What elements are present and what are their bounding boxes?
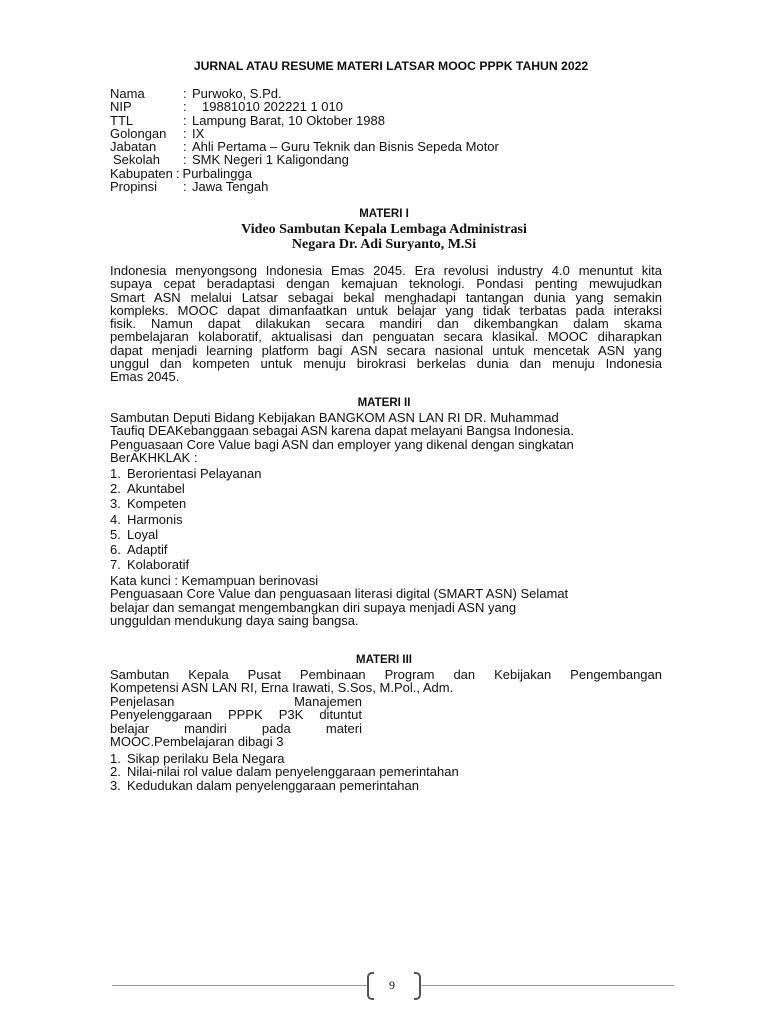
left-bracket-icon [367, 972, 374, 1000]
identity-block [110, 87, 670, 193]
word: Penyelenggaraan [110, 707, 212, 723]
paragraph-line: Kompetensi ASN LAN RI, Erna Irawati, S.Sos, M.Pol., Adm. [110, 680, 454, 696]
paragraph-line: Smart ASN melalui Latsar sebagai bekal menghadapi tantangan dunia yang semakin [110, 289, 662, 305]
list-item [110, 513, 662, 528]
paragraph-line: ungguldan mendukung daya saing bangsa. [110, 612, 359, 628]
materi-2-intro [110, 411, 662, 464]
paragraph-line: Sambutan Deputi Bidang Kebijakan BANGKOM ASN LAN RI DR. Muhammad [110, 410, 559, 425]
identity-separator: : [183, 179, 187, 195]
identity-row-nama [110, 87, 670, 100]
list-number: 2. [110, 481, 121, 497]
footer-rule-right [420, 985, 674, 986]
word: PPPK [227, 707, 263, 723]
list-number: 2. [110, 764, 121, 780]
identity-separator: : [175, 165, 180, 181]
identity-row-ttl [110, 114, 670, 127]
identity-row-kabupaten [110, 167, 670, 180]
list-number: 6. [110, 541, 121, 557]
paragraph-line: unggul dan kompeten untuk menuju birokrasi berkelas dunia dan menuju Indonesia [110, 356, 662, 372]
paragraph-line: belajar dan semangat mengembangkan diri supaya menjadi ASN yang [110, 599, 517, 615]
paragraph-line: Kata kunci : Kemampuan berinovasi [110, 573, 319, 588]
materi-3-intro [110, 668, 662, 695]
materi-1-heading: MATERI I [359, 208, 409, 220]
identity-row-jabatan [110, 140, 670, 153]
list-text: Kompeten [127, 496, 187, 512]
paragraph-line: kompleks. MOOC dapat dimanfaatkan untuk belajar yang tidak terbatas pada interaksi [110, 302, 662, 318]
list-item [110, 482, 662, 497]
list-number: 1. [110, 466, 121, 481]
word: Penjelasan [110, 694, 175, 709]
list-number: 4. [110, 511, 121, 527]
identity-separator: : [183, 125, 187, 141]
identity-value: IX [192, 125, 205, 141]
identity-row-sekolah [110, 153, 670, 166]
identity-value: Jawa Tengah [192, 179, 269, 195]
list-text: Akuntabel [127, 481, 185, 497]
materi-2-heading: MATERI II [357, 397, 411, 409]
materi-2-closing [110, 574, 662, 627]
identity-separator: : [183, 112, 187, 128]
identity-key: NIP [110, 99, 132, 115]
paragraph-line: supaya cepat beradaptasi dengan kemajuan teknologi. Pondasi penting mewujudkan [110, 276, 662, 292]
word: Manajemen [294, 694, 362, 709]
list-item [110, 752, 662, 765]
list-item [110, 558, 662, 573]
word: pada [261, 720, 291, 736]
identity-value: Purwoko, S.Pd. [192, 86, 282, 101]
identity-key: Nama [110, 86, 145, 101]
identity-separator: : [183, 86, 187, 101]
identity-key: TTL [110, 112, 134, 128]
list-text: Adaptif [127, 541, 168, 557]
core-value-list [110, 467, 662, 573]
identity-separator: : [183, 152, 187, 168]
list-number: 1. [110, 751, 121, 766]
list-item [110, 779, 662, 792]
paragraph-line: BerAKHKLAK : [110, 449, 198, 465]
right-bracket-icon [414, 972, 421, 1000]
list-number: 3. [110, 496, 121, 512]
list-text: Berorientasi Pelayanan [127, 466, 262, 481]
identity-key: Propinsi [110, 179, 157, 195]
list-item [110, 528, 662, 543]
identity-key: Jabatan [110, 139, 157, 155]
materi-1-subtitle-line-2: Negara Dr. Adi Suryanto, M.Si [291, 237, 477, 252]
paragraph-line: Indonesia menyongsong Indonesia Emas 2045. Era revolusi industry 4.0 menuntut kita [110, 263, 662, 278]
identity-value: Lampung Barat, 10 Oktober 1988 [192, 112, 385, 128]
list-text: Harmonis [127, 511, 183, 527]
page-number: 9 [389, 978, 395, 992]
word: mandiri [184, 720, 227, 736]
list-number: 7. [110, 557, 121, 573]
list-number: 3. [110, 777, 121, 793]
identity-key: Kabupaten [110, 165, 173, 181]
word: dituntut [319, 707, 362, 723]
paragraph-line: Sambutan Kepala Pusat Pembinaan Program dan Kebijakan Pengembangan [110, 667, 662, 682]
identity-row-golongan [110, 127, 670, 140]
list-text: Sikap perilaku Bela Negara [127, 751, 285, 766]
paragraph-line: Emas 2045. [110, 369, 180, 385]
list-number: 5. [110, 526, 121, 542]
identity-separator: : [183, 99, 187, 115]
document-title: JURNAL ATAU RESUME MATERI LATSAR MOOC PPPK TAHUN 2022 [193, 59, 589, 73]
materi-1-paragraph [110, 264, 662, 384]
paragraph-line: dapat menjadi learning platform bagi ASN secara nasional untuk mencetak ASN yang [110, 342, 662, 358]
paragraph-line: pembelajaran kolaboratif, aktualisasi dan penguatan secara klasikal. MOOC diharapkan [110, 329, 662, 345]
materi-3-list [110, 752, 662, 792]
materi-1-subtitle-line-1: Video Sambutan Kepala Lembaga Administrasi [241, 222, 527, 237]
paragraph-line: fisik. Namun dapat dilakukan secara mandiri dan dikembangkan dalam skama [110, 316, 662, 332]
paragraph-line: MOOC.Pembelajaran dibagi 3 [110, 733, 284, 749]
identity-key: Sekolah [113, 152, 160, 168]
identity-value: 19881010 202221 1 010 [202, 99, 343, 115]
list-item [110, 467, 662, 482]
paragraph-line [110, 722, 362, 735]
paragraph-line: Penguasaan Core Value bagi ASN dan employer yang dikenal dengan singkatan [110, 436, 574, 452]
identity-row-nip [110, 100, 670, 113]
list-item [110, 543, 662, 558]
identity-value: Purbalingga [182, 165, 252, 181]
materi-3-heading: MATERI III [355, 654, 412, 666]
paragraph-line: Penguasaan Core Value dan penguasaan literasi digital (SMART ASN) Selamat [110, 586, 569, 602]
identity-value: SMK Negeri 1 Kaligondang [192, 152, 349, 168]
identity-key: Golongan [110, 125, 167, 141]
identity-row-propinsi [110, 180, 670, 193]
materi-3-left-column [110, 695, 362, 748]
list-item [110, 765, 662, 778]
list-item [110, 497, 662, 512]
paragraph-line [110, 708, 362, 721]
word: P3K [278, 707, 304, 723]
footer-rule-left [112, 985, 368, 986]
list-text: Kedudukan dalam penyelenggaraan pemerintahan [127, 777, 419, 793]
word: belajar [110, 720, 150, 736]
list-text: Kolaboratif [127, 557, 190, 573]
identity-separator: : [183, 139, 187, 155]
list-text: Loyal [127, 526, 159, 542]
paragraph-line: Taufiq DEAKebanggaan sebagai ASN karena dapat melayani Bangsa Indonesia. [110, 423, 574, 439]
identity-value: Ahli Pertama – Guru Teknik dan Bisnis Sepeda Motor [192, 139, 499, 155]
word: materi [325, 720, 362, 736]
list-text: Nilai-nilai rol value dalam penyelenggaraan pemerintahan [127, 764, 459, 780]
paragraph-line [110, 695, 362, 708]
